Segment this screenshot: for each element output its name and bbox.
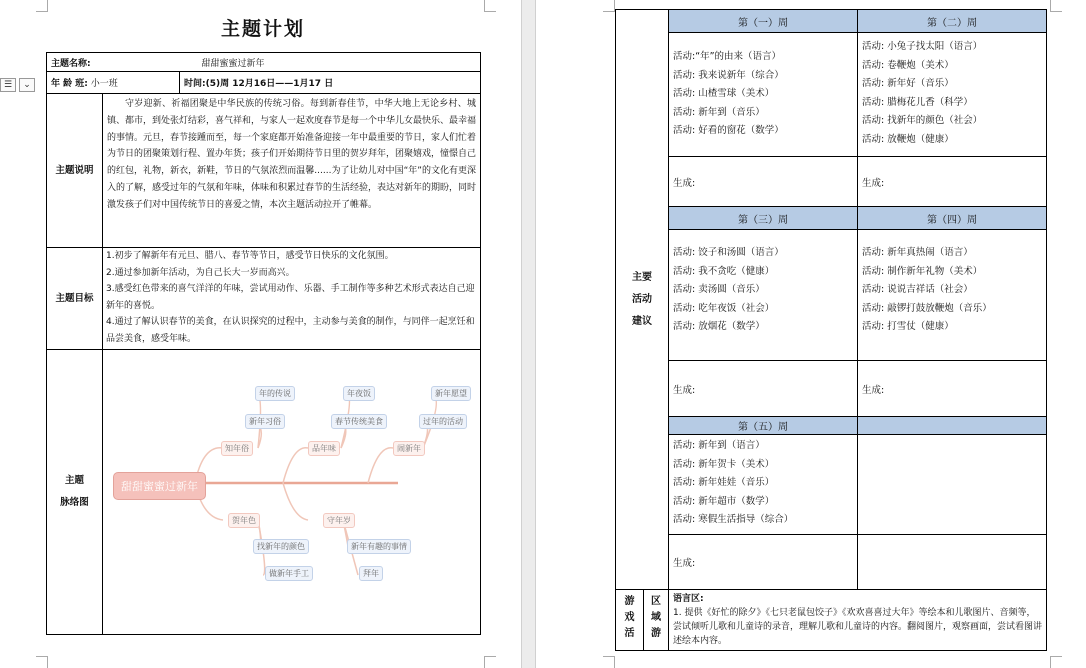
activity-item: 活动: 放鞭炮（健康） <box>862 133 954 145</box>
week-activities[interactable] <box>669 33 858 157</box>
activity-item: 活动: 好看的窗花（数学） <box>673 125 784 137</box>
play-label-char: 游 <box>624 596 635 607</box>
page-corner-mark <box>36 656 48 668</box>
mind-map-leaf[interactable]: 年夜饭 <box>343 386 375 401</box>
mind-map-leaf[interactable]: 新年习俗 <box>245 414 285 429</box>
page-title: 主题计划 <box>220 18 305 40</box>
activity-item: 活动: 小兔子找太阳（语言） <box>862 41 983 52</box>
page-corner-mark <box>484 656 496 668</box>
week-activities[interactable] <box>669 435 858 535</box>
generated-field-empty[interactable] <box>858 535 1047 590</box>
mind-map-leaf[interactable]: 新年有趣的事情 <box>347 539 411 554</box>
mind-map[interactable] <box>103 350 480 634</box>
page-corner-mark <box>484 0 496 12</box>
mind-map-branch[interactable]: 守年岁 <box>323 513 355 528</box>
activity-item: 活动: 新年真热闹（语言） <box>862 247 973 258</box>
mind-map-branch[interactable]: 闹新年 <box>393 441 425 456</box>
activity-item: 活动: 吃年夜饭（社会） <box>673 302 775 314</box>
goal-item: 4.通过了解认识春节的美食，在认识探究的过程中，主动参与美食的制作，与同伴一起烹饪和品尝美食，感受年味。 <box>106 317 475 344</box>
generated-field[interactable]: 生成: <box>669 535 858 590</box>
week-header: 第（一）周 <box>669 10 858 33</box>
desc-text[interactable] <box>103 94 481 248</box>
theme-name-row <box>47 53 481 72</box>
class-label: 年 龄 班: <box>51 79 88 89</box>
generated-field[interactable]: 生成: <box>858 361 1047 417</box>
activity-item: 活动: 我不贪吃（健康） <box>673 265 775 277</box>
language-area-cell[interactable] <box>669 590 1047 651</box>
class-cell <box>47 72 180 94</box>
desc-label: 主题说明 <box>47 94 103 248</box>
area-label-char: 游 <box>651 628 661 639</box>
map-label <box>47 350 103 635</box>
goal-list[interactable] <box>103 248 481 350</box>
map-label-line: 脉络图 <box>60 497 89 508</box>
week-header: 第（三）周 <box>669 207 858 230</box>
page-corner-mark <box>36 0 48 12</box>
language-area-text: 1. 提供《好忙的除夕》《七只老鼠包饺子》《欢欢喜喜过大年》等绘本和儿歌图片、音频等，尝试倾听儿歌和儿童诗的录音，理解儿歌和儿童诗的内容。翻阅图片，观察画面，尝试看图讲述绘本内容。 <box>673 608 1043 646</box>
generated-field[interactable]: 生成: <box>858 157 1047 207</box>
goal-item: 3.感受红色带来的喜气洋洋的年味，尝试用动作、乐器、手工制作等多种艺术形式表达自己迎新年的喜悦。 <box>106 284 475 311</box>
goal-item: 2.通过参加新年活动，为自己长大一岁而高兴。 <box>106 267 295 278</box>
mind-map-cell <box>103 350 481 635</box>
area-label-char: 域 <box>651 612 661 623</box>
activity-item: 活动: 卖汤圆（音乐） <box>673 284 765 296</box>
activity-item: 活动: 新年好（音乐） <box>862 78 954 90</box>
theme-plan-table <box>46 52 481 635</box>
activity-item: 活动: 新年娃娃（音乐） <box>673 477 775 489</box>
generated-field[interactable]: 生成: <box>669 157 858 207</box>
weekly-activity-table <box>615 9 1047 651</box>
activity-item: 活动: 饺子和汤圆（语言） <box>673 247 784 258</box>
week-header-empty <box>858 417 1047 435</box>
desc-paragraph: 守岁迎新、祈福团聚是中华民族的传统习俗。每到新春佳节，中华大地上无论乡村、城镇、都市，到处张灯结彩，喜气祥和，与家人一起欢度春节是每一个中华儿女最快乐、最幸福的事情。元旦，春节接踵而至，每一个家庭都开始准备迎接一年中最重要的节日，家人们忙着为节日的团聚策划行程、置办年货；孩子们开始期待节日里的贺岁拜年，团聚嬉戏，憧憬自己的红包，礼物，新衣，新鞋，节日的气氛浓烈而温馨......为了让幼儿对中国“年”的文化有更深入的了解，感受过年的气氛和年味，体味和积累过春节的生活经验，表达对新年的期盼，同时激发孩子们对中国传统节日的喜爱之情，本次主题活动拉开了帷幕。 <box>107 99 477 210</box>
play-label <box>616 590 644 651</box>
week-activities[interactable] <box>858 230 1047 361</box>
activity-item: 活动: 山楂雪球（美术） <box>673 88 775 100</box>
activity-item: 活动: 卷鞭炮（美术） <box>862 59 954 71</box>
mind-map-branch[interactable]: 贺年色 <box>228 513 260 528</box>
mind-map-leaf[interactable]: 过年的活动 <box>419 414 467 429</box>
activity-item: 活动:“年”的由来（语言） <box>673 51 782 62</box>
mind-map-root[interactable]: 甜甜蜜蜜过新年 <box>113 472 206 500</box>
activity-item: 活动: 腊梅花儿香（科学） <box>862 96 973 108</box>
activity-item: 活动: 找新年的颜色（社会） <box>862 115 983 127</box>
activity-item: 活动: 我来说新年（综合） <box>673 69 784 81</box>
page-corner-mark <box>603 0 615 12</box>
week-activities[interactable] <box>858 33 1047 157</box>
language-area-title: 语言区: <box>673 594 704 604</box>
map-label-line: 主题 <box>64 475 84 486</box>
activity-item: 活动: 制作新年礼物（美术） <box>862 265 983 277</box>
activity-item: 活动: 新年到（音乐） <box>673 106 765 118</box>
activity-item: 活动: 新年到（语言） <box>673 440 765 451</box>
area-label <box>644 590 669 651</box>
activity-item: 活动: 敲锣打鼓放鞭炮（音乐） <box>862 302 992 314</box>
layout-options-icon[interactable]: ☰ <box>0 78 16 92</box>
page-corner-mark <box>1050 656 1062 668</box>
goal-label: 主题目标 <box>47 248 103 350</box>
activity-item: 活动: 说说吉祥话（社会） <box>862 284 973 296</box>
activity-item: 活动: 放烟花（数学） <box>673 321 765 333</box>
side-label-line: 建议 <box>632 315 652 327</box>
layout-options-toolbar[interactable] <box>0 78 35 92</box>
play-label-char: 戏 <box>624 612 635 623</box>
goal-item: 1.初步了解新年有元旦、腊八、春节等节日，感受节日快乐的文化氛围。 <box>106 251 394 261</box>
page-gutter <box>521 0 536 668</box>
week-header: 第（二）周 <box>858 10 1047 33</box>
main-activities-label <box>616 10 669 590</box>
mind-map-leaf[interactable]: 找新年的颜色 <box>253 539 309 554</box>
activity-item: 活动: 新年贺卡（美术） <box>673 458 775 470</box>
week-activities-empty[interactable] <box>858 435 1047 535</box>
mind-map-leaf[interactable]: 拜年 <box>359 566 383 581</box>
play-label-char: 活 <box>624 628 635 639</box>
page-corner-mark <box>1050 0 1062 12</box>
week-activities[interactable] <box>669 230 858 361</box>
week-header: 第（五）周 <box>669 417 858 435</box>
class-value[interactable]: 小一班 <box>90 79 118 89</box>
theme-name-value[interactable]: 甜甜蜜蜜过新年 <box>201 58 265 69</box>
area-label-char: 区 <box>651 596 661 607</box>
generated-field[interactable]: 生成: <box>669 361 858 417</box>
chevron-down-icon[interactable]: ⌄ <box>19 78 35 92</box>
mind-map-branch[interactable]: 品年味 <box>308 441 340 456</box>
theme-name-label: 主题名称: <box>51 58 91 69</box>
activity-item: 活动: 打雪仗（健康） <box>862 321 954 333</box>
activity-item: 活动: 新年超市（数学） <box>673 495 775 507</box>
week-header: 第（四）周 <box>858 207 1047 230</box>
side-label-line: 活动 <box>632 293 652 305</box>
side-label-line: 主要 <box>632 271 652 283</box>
time-range: 时间:(5)周 12月16日——1月17 日 <box>180 72 481 94</box>
mind-map-leaf[interactable]: 新年愿望 <box>431 386 471 401</box>
mind-map-leaf[interactable]: 做新年手工 <box>265 566 313 581</box>
mind-map-leaf[interactable]: 年的传说 <box>255 386 295 401</box>
activity-item: 活动: 寒假生活指导（综合） <box>673 514 794 526</box>
mind-map-leaf[interactable]: 春节传统美食 <box>331 414 387 429</box>
mind-map-branch[interactable]: 知年俗 <box>221 441 253 456</box>
page-corner-mark <box>603 656 615 668</box>
